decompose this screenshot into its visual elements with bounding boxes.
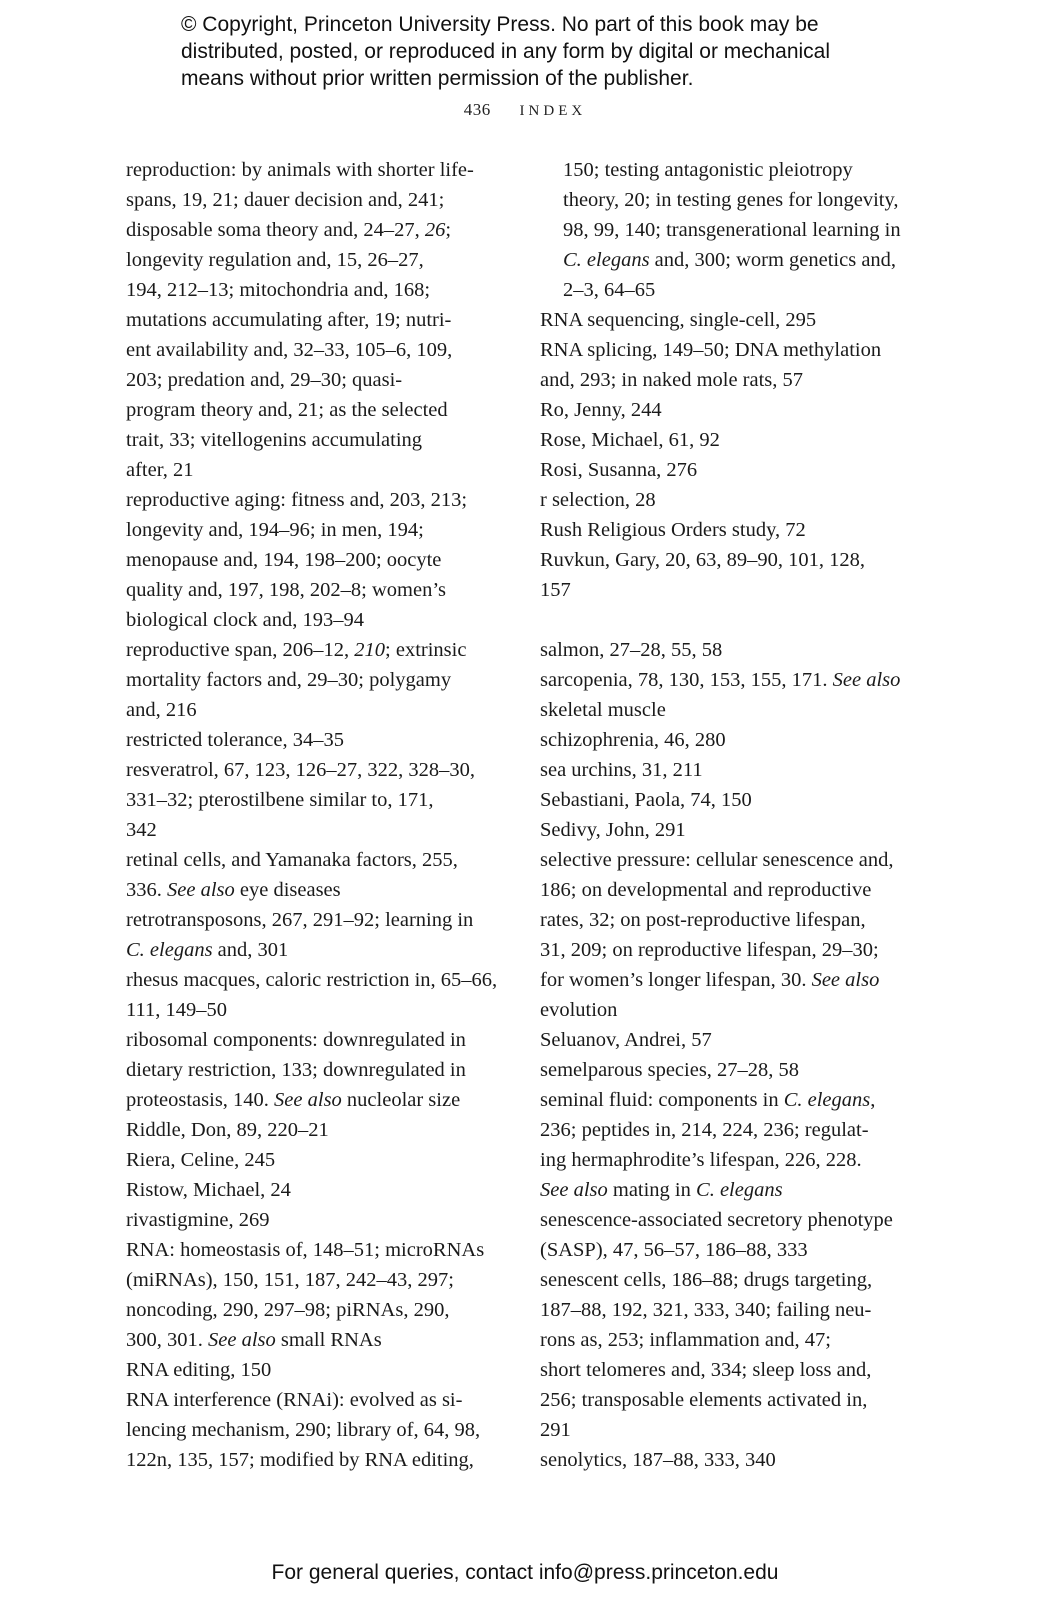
index-entry-line: Seluanov, Andrei, 57	[540, 1029, 712, 1051]
copyright-line-3: means without prior written permission of the publisher.	[181, 67, 694, 90]
index-entry-line: and, 293; in naked mole rats, 57	[540, 369, 804, 391]
index-entry-line: for women’s longer lifespan, 30. See also	[540, 969, 880, 991]
index-entry-line: Sebastiani, Paola, 74, 150	[540, 789, 752, 811]
index-entry-line: 150; testing antagonistic pleiotropy	[563, 159, 853, 181]
index-entry-line: rons as, 253; inflammation and, 47;	[540, 1329, 831, 1351]
footer-contact: For general queries, contact info@press.princeton.edu	[271, 1561, 779, 1584]
index-entry	[540, 635, 920, 665]
index-entry	[126, 155, 506, 485]
index-entry-line: rates, 32; on post-reproductive lifespan,	[540, 909, 866, 931]
index-entry-line: menopause and, 194, 198–200; oocyte	[126, 549, 442, 571]
index-entry	[540, 1025, 920, 1055]
index-entry	[126, 965, 506, 1025]
index-entry-line: Ro, Jenny, 244	[540, 399, 662, 421]
index-entry-line: trait, 33; vitellogenins accumulating	[126, 429, 423, 451]
index-entry	[126, 1175, 506, 1205]
index-entry-line: sea urchins, 31, 211	[540, 759, 703, 781]
index-entry-line: sarcopenia, 78, 130, 153, 155, 171. See also	[540, 669, 901, 691]
index-entry	[126, 1025, 506, 1115]
index-entry-line: r selection, 28	[540, 489, 656, 511]
index-entry-line: selective pressure: cellular senescence and,	[540, 849, 894, 871]
index-column-right	[540, 155, 920, 1475]
index-entry	[126, 845, 506, 905]
index-entry	[540, 1085, 920, 1205]
index-entry-line: biological clock and, 193–94	[126, 609, 364, 631]
index-entry-line: Rose, Michael, 61, 92	[540, 429, 720, 451]
index-entry-line: C. elegans and, 301	[126, 939, 289, 961]
index-entry	[126, 1355, 506, 1385]
index-entry-line: senolytics, 187–88, 333, 340	[540, 1449, 776, 1471]
index-entry-line: 236; peptides in, 214, 224, 236; regulat-	[540, 1119, 869, 1141]
index-entry-line: senescence-associated secretory phenotype	[540, 1209, 893, 1231]
index-entry	[540, 1445, 920, 1475]
index-entry-line: 300, 301. See also small RNAs	[126, 1329, 382, 1351]
index-entry-line: mortality factors and, 29–30; polygamy	[126, 669, 452, 691]
index-entry-line: 331–32; pterostilbene similar to, 171,	[126, 789, 434, 811]
index-entry-line: rivastigmine, 269	[126, 1209, 270, 1231]
index-entry	[540, 155, 920, 305]
index-entry-line: Ristow, Michael, 24	[126, 1179, 291, 1201]
index-entry-line: disposable soma theory and, 24–27, 26;	[126, 219, 452, 241]
index-entry-line: 194, 212–13; mitochondria and, 168;	[126, 279, 431, 301]
index-entry	[540, 1205, 920, 1265]
index-entry-line: rhesus macques, caloric restriction in, 65–66,	[126, 969, 498, 991]
index-entry	[540, 815, 920, 845]
index-entry-line: 187–88, 192, 321, 333, 340; failing neu-	[540, 1299, 872, 1321]
index-entry-line: Rush Religious Orders study, 72	[540, 519, 806, 541]
index-entry	[126, 905, 506, 965]
index-entry-line: retrotransposons, 267, 291–92; learning in	[126, 909, 474, 931]
index-entry-line: ent availability and, 32–33, 105–6, 109,	[126, 339, 453, 361]
index-entry-line: 256; transposable elements activated in,	[540, 1389, 868, 1411]
index-entry-line: noncoding, 290, 297–98; piRNAs, 290,	[126, 1299, 450, 1321]
index-entry	[540, 545, 920, 605]
index-entry-line: mutations accumulating after, 19; nutri-	[126, 309, 452, 331]
index-entry-line: resveratrol, 67, 123, 126–27, 322, 328–30,	[126, 759, 476, 781]
index-entry-line: 336. See also eye diseases	[126, 879, 341, 901]
index-entry	[540, 455, 920, 485]
index-entry-line: (miRNAs), 150, 151, 187, 242–43, 297;	[126, 1269, 454, 1291]
index-entry-line: program theory and, 21; as the selected	[126, 399, 448, 421]
index-entry-line: reproductive aging: fitness and, 203, 213;	[126, 489, 468, 511]
index-entry-line: semelparous species, 27–28, 58	[540, 1059, 800, 1081]
index-entry-line: 2–3, 64–65	[563, 279, 656, 301]
copyright-line-2: distributed, posted, or reproduced in any form by digital or mechanical	[181, 40, 831, 63]
index-entry-line: quality and, 197, 198, 202–8; women’s	[126, 579, 447, 601]
index-entry-line: RNA splicing, 149–50; DNA methylation	[540, 339, 882, 361]
index-entry-line: Riera, Celine, 245	[126, 1149, 276, 1171]
letter-group-gap	[540, 605, 920, 635]
index-entry-line: 31, 209; on reproductive lifespan, 29–30;	[540, 939, 879, 961]
index-entry-line: Sedivy, John, 291	[540, 819, 686, 841]
index-entry-line: 186; on developmental and reproductive	[540, 879, 872, 901]
index-entry	[540, 335, 920, 395]
index-entry-line: 203; predation and, 29–30; quasi-	[126, 369, 403, 391]
index-entry	[126, 755, 506, 845]
index-entry	[126, 725, 506, 755]
index-entry	[126, 1385, 506, 1475]
index-entry-line: and, 216	[126, 699, 197, 721]
index-entry	[540, 395, 920, 425]
index-entry-line: C. elegans and, 300; worm genetics and,	[563, 249, 897, 271]
index-entry	[126, 1205, 506, 1235]
copyright-line-1: © Copyright, Princeton University Press. No part of this book may be	[181, 13, 819, 36]
index-entry	[540, 485, 920, 515]
index-entry-line: Rosi, Susanna, 276	[540, 459, 698, 481]
index-entry-line: longevity regulation and, 15, 26–27,	[126, 249, 424, 271]
index-entry	[540, 515, 920, 545]
index-entry-line: ribosomal components: downregulated in	[126, 1029, 466, 1051]
index-entry-line: dietary restriction, 133; downregulated in	[126, 1059, 466, 1081]
index-entry-line: short telomeres and, 334; sleep loss and,	[540, 1359, 872, 1381]
index-entry-line: senescent cells, 186–88; drugs targeting,	[540, 1269, 873, 1291]
index-entry-line: 98, 99, 140; transgenerational learning in	[563, 219, 901, 241]
index-entry-line: Ruvkun, Gary, 20, 63, 89–90, 101, 128,	[540, 549, 865, 571]
index-entry-line: theory, 20; in testing genes for longevity,	[563, 189, 899, 211]
index-entry	[540, 785, 920, 815]
index-entry-line: RNA interference (RNAi): evolved as si-	[126, 1389, 463, 1411]
index-entry-line: 111, 149–50	[126, 999, 227, 1021]
index-entry	[540, 725, 920, 755]
page-number: 436	[463, 100, 491, 119]
index-entry-line: 122n, 135, 157; modified by RNA editing,	[126, 1449, 474, 1471]
index-entry-line: spans, 19, 21; dauer decision and, 241;	[126, 189, 445, 211]
index-entry-line: skeletal muscle	[540, 699, 666, 721]
index-entry-line: 291	[540, 1419, 571, 1441]
index-entry	[540, 845, 920, 1025]
index-entry-line: ing hermaphrodite’s lifespan, 226, 228.	[540, 1149, 862, 1171]
index-entry-line: Riddle, Don, 89, 220–21	[126, 1119, 329, 1141]
copyright-notice	[181, 11, 941, 92]
index-entry-line: proteostasis, 140. See also nucleolar size	[126, 1089, 461, 1111]
index-entry-line: RNA: homeostasis of, 148–51; microRNAs	[126, 1239, 485, 1261]
index-column-left	[126, 155, 506, 1475]
index-entry-line: schizophrenia, 46, 280	[540, 729, 726, 751]
index-entry-line: 342	[126, 819, 157, 841]
index-entry-line: See also mating in C. elegans	[540, 1179, 783, 1201]
section-title: INDEX	[519, 103, 587, 119]
index-entry-line: evolution	[540, 999, 618, 1021]
index-entry-line: seminal fluid: components in C. elegans,	[540, 1089, 876, 1111]
index-entry-line: 157	[540, 579, 571, 601]
index-entry-line: RNA sequencing, single-cell, 295	[540, 309, 817, 331]
index-entry-line: longevity and, 194–96; in men, 194;	[126, 519, 424, 541]
index-entry	[126, 1235, 506, 1355]
index-entry-line: restricted tolerance, 34–35	[126, 729, 345, 751]
index-entry	[540, 305, 920, 335]
index-entry	[540, 1265, 920, 1445]
running-head	[0, 100, 1050, 120]
index-entry-line: after, 21	[126, 459, 194, 481]
index-entry	[540, 665, 920, 725]
index-entry	[540, 425, 920, 455]
index-entry	[126, 1115, 506, 1145]
index-entry-line: salmon, 27–28, 55, 58	[540, 639, 723, 661]
index-entry-line: reproduction: by animals with shorter life-	[126, 159, 474, 181]
index-entry-line: reproductive span, 206–12, 210; extrinsic	[126, 639, 467, 661]
index-entry-line: (SASP), 47, 56–57, 186–88, 333	[540, 1239, 808, 1261]
index-entry-line: lencing mechanism, 290; library of, 64, 98,	[126, 1419, 481, 1441]
index-entry-line: retinal cells, and Yamanaka factors, 255,	[126, 849, 458, 871]
index-entry-line: RNA editing, 150	[126, 1359, 272, 1381]
index-entry	[126, 1145, 506, 1175]
index-entry	[126, 635, 506, 725]
index-entry	[126, 485, 506, 635]
index-entry	[540, 755, 920, 785]
index-entry	[540, 1055, 920, 1085]
